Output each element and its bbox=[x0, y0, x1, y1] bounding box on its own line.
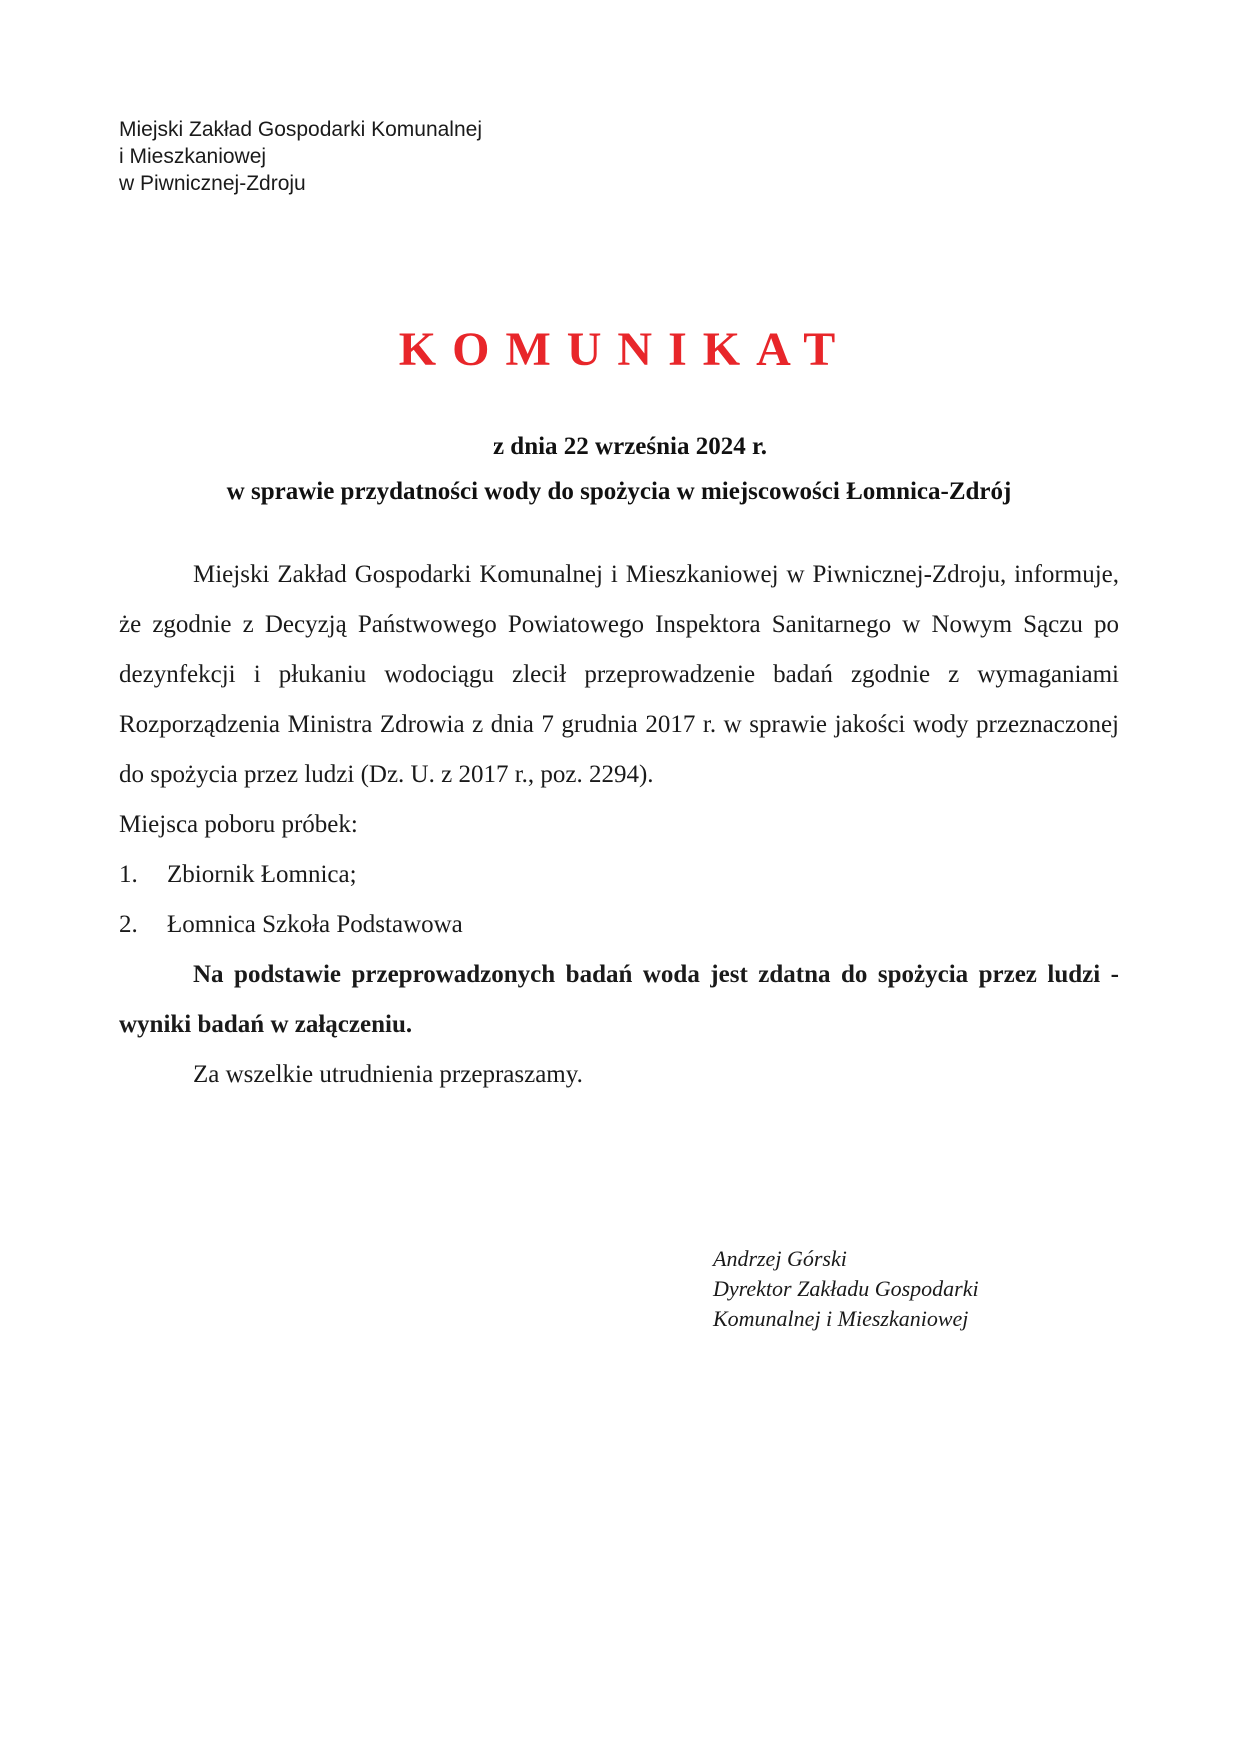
signatory-role-line-1: Dyrektor Zakładu Gospodarki bbox=[713, 1276, 979, 1301]
document-subject: w sprawie przydatności wody do spożycia w miejscowości Łomnica-Zdrój bbox=[226, 478, 1012, 505]
document-body bbox=[119, 550, 1119, 1100]
list-item-text: Zbiornik Łomnica; bbox=[167, 861, 357, 888]
signatory-name: Andrzej Górski bbox=[713, 1246, 847, 1271]
list-item-number: 1. bbox=[119, 861, 138, 888]
conclusion-paragraph: Na podstawie przeprowadzonych badań woda jest zdatna do spożycia przez ludzi - wyniki badań w załączeniu. bbox=[119, 961, 1119, 1038]
list-item bbox=[119, 900, 1119, 950]
list-item-number: 2. bbox=[119, 911, 138, 938]
apology-line: Za wszelkie utrudnienia przepraszamy. bbox=[193, 1061, 583, 1088]
document-title: KOMUNIKAT bbox=[398, 323, 852, 376]
list-item-text: Łomnica Szkoła Podstawowa bbox=[167, 911, 463, 938]
signature-block bbox=[713, 1244, 979, 1334]
issuer-line-2: i Mieszkaniowej bbox=[119, 145, 267, 168]
document-date: z dnia 22 września 2024 r. bbox=[492, 433, 768, 460]
issuer-line-1: Miejski Zakład Gospodarki Komunalnej bbox=[119, 118, 482, 141]
sampling-heading: Miejsca poboru próbek: bbox=[119, 811, 358, 838]
main-paragraph: Miejski Zakład Gospodarki Komunalnej i Mieszkaniowej w Piwnicznej-Zdroju, informuje, że zgodnie z Decyzją Państwowego Powiatowego Inspektora Sanitarnego w Nowym Sączu po dezynfekcji i płukaniu wodociągu zlecił przeprowadzenie badań zgodnie z wymaganiami Rozporządzenia Ministra Zdrowia z dnia 7 grudnia 2017 r. w sprawie jakości wody przeznaczonej do spożycia przez ludzi (Dz. U. z 2017 r., poz. 2294). bbox=[119, 561, 1119, 788]
issuer-header bbox=[119, 116, 482, 197]
list-item bbox=[119, 850, 1119, 900]
signatory-role-line-2: Komunalnej i Mieszkaniowej bbox=[713, 1306, 969, 1331]
issuer-line-3: w Piwnicznej-Zdroju bbox=[119, 172, 306, 195]
